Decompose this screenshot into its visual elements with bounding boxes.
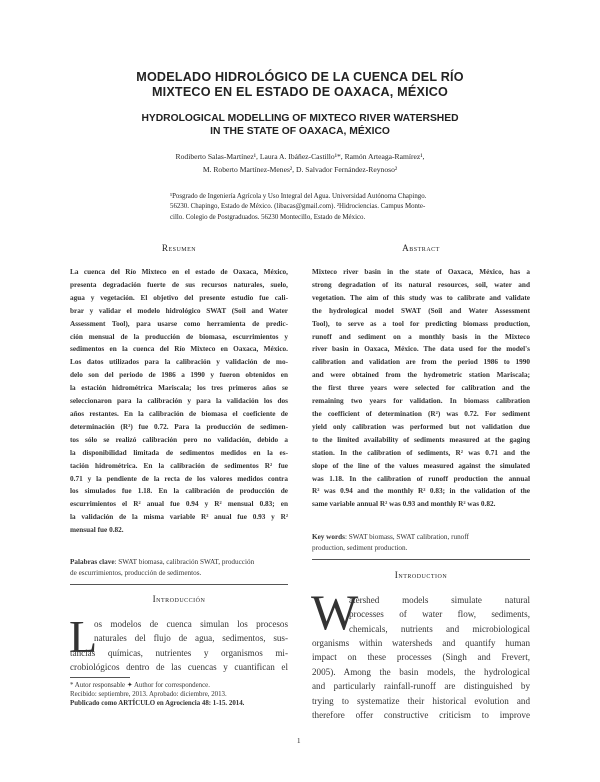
text-line: remaining two years for validation. In biomass calibration [312, 397, 530, 406]
text-line: sedimentos en la cuenca del Río Mixteco en Oaxaca, México. [70, 345, 288, 354]
footnote-divider [70, 677, 130, 678]
text-line: agua y vegetación. El objetivo del presente estudio fue cali- [70, 293, 288, 302]
text-line: naturales del flujo de agua, sedimentos, sus- [94, 633, 288, 644]
author-line: M. Roberto Martínez-Menes², D. Salvador Fernández-Reynoso² [202, 165, 398, 174]
keywords-text: production, sediment production. [312, 543, 408, 552]
palabras-clave [70, 557, 288, 578]
footnote-dates: Recibido: septiembre, 2013. Aprobado: diciembre, 2013. [70, 691, 227, 699]
dropcap: W [311, 584, 359, 640]
page-number: 1 [297, 737, 301, 745]
text-line: seleccionaron para la calibración y para la validación los dos [70, 397, 288, 406]
footnote-author: * Autor responsable ✦ Author for correspondence. [70, 682, 210, 689]
text-line: años restantes. En la calibración de biomasa el coeficiente de [70, 409, 288, 418]
key-words [312, 532, 530, 553]
introduccion-body-wide [70, 646, 288, 675]
introduction-heading: Introduction [394, 570, 448, 580]
text-line: La cuenca del Río Mixteco en el estado de Oaxaca, México, [70, 268, 288, 276]
keywords-label: Key words [312, 533, 345, 541]
text-line: to the limited availability of sediments measured at the gaging [312, 435, 530, 444]
text-line: was 1.18. In the calibration of runoff production the annual [312, 474, 530, 483]
text-line: la disponibilidad limitada de sedimentos medidos en la es- [70, 448, 288, 457]
introduction-body [349, 593, 530, 636]
title-english-line: HYDROLOGICAL MODELLING OF MIXTECO RIVER WATERSHED [141, 113, 459, 124]
text-line: presenta degradación fuerte de sus recursos naturales, suelo, [70, 280, 288, 289]
text-line: Mixteco river basin in the state of Oaxaca, México, has a [312, 268, 530, 276]
abstract-body [312, 266, 530, 511]
text-line: Tool), to serve as a tool for predicting biomass production, [312, 319, 530, 328]
resumen-body [70, 266, 288, 537]
text-line: ción mensual de la producción de biomasa, escurrimientos y [70, 332, 288, 341]
title-english-line: IN THE STATE OF OAXACA, MÉXICO [210, 126, 390, 137]
affiliation-line: 56230. Chapingo, Estado de México. (libacas@gmail.com). ²Hidrociencias. Campus Monte- [170, 203, 426, 211]
keywords-label: Palabras clave [70, 558, 115, 566]
text-line: river basin in Oaxaca, México. The data used for the model's [312, 345, 530, 354]
text-line: calibration and validation are from the period 1986 to 1990 [312, 358, 530, 367]
text-line: the hydrological model SWAT (Soil and Water Assessment [312, 306, 530, 315]
text-line: tación hidrométrica. En la calibración de sedimentos R² fue [70, 461, 288, 470]
text-line: yield only calibration was performed but not validation due [312, 422, 530, 431]
title-spanish-line: MIXTECO EN EL ESTADO DE OAXACA, MÉXICO [151, 85, 449, 99]
text-line: processes of water flow, sediments, [349, 609, 530, 620]
text-line: la estación hidrométrica Mariscala; los tres primeros años se [70, 384, 288, 393]
abstract-heading: Abstract [402, 243, 440, 253]
text-line: impact on these processes (Singh and Frevert, [312, 652, 530, 663]
text-line: strong degradation of its natural resources, soil, water and [312, 280, 530, 289]
text-line: runoff and sediment on a monthly basis in the Mixteco [312, 332, 530, 341]
divider [70, 584, 288, 585]
text-line: R² was 0.94 and the monthly R² 0.83; in the validation of the [312, 487, 530, 496]
keywords-text: de escurrimientos, producción de sedimentos. [70, 568, 202, 577]
title-spanish-line: MODELADO HIDROLÓGICO DE LA CUENCA DEL RÍO [136, 70, 464, 84]
text-line: the first three years were selected for calibration and the [312, 384, 530, 393]
author-line: Rodiberto Salas-Martínez¹, Laura A. Ibáñez-Castillo¹*, Ramón Arteaga-Ramírez¹, [175, 152, 425, 161]
text-line: 0.71 y la pendiente de la recta de los valores medidos contra [70, 474, 288, 483]
keywords-text: : SWAT biomasa, calibración SWAT, producción [114, 558, 255, 566]
divider [312, 559, 530, 560]
title-spanish [110, 70, 490, 100]
affiliations [170, 192, 482, 223]
text-line: 2005). Among the basin models, the hydrological [312, 666, 530, 677]
text-line: delo son del periodo de 1986 a 1990 y fueron obtenidos en [70, 371, 288, 380]
text-line: same variable annual R² was 0.93 and monthly R² was 0.82. [312, 500, 496, 509]
text-line: and particularly rainfall-runoff are distinguished by [312, 681, 530, 692]
text-line: mensual fue 0.82. [70, 526, 124, 535]
keywords-text: : SWAT biomass, SWAT calibration, runoff [344, 533, 469, 541]
text-line: Assessment Tool), para usarse como herramienta de predic- [70, 319, 288, 328]
footnote-citation: Publicado como ARTÍCULO en Agrociencia 48: 1-15. 2014. [70, 700, 245, 708]
dropcap: L [69, 611, 98, 662]
title-english [110, 112, 490, 138]
text-line: brar y validar el modelo hidrológico SWAT (Soil and Water [70, 306, 288, 315]
text-line: Los datos utilizados para la calibración y validación de mo- [70, 358, 288, 367]
author-list [100, 150, 500, 176]
text-line: atershed models simulate natural [349, 595, 530, 605]
introduction-body-wide [312, 636, 530, 722]
text-line: escurrimientos el R² anual fue 0.94 y R² mensual 0.83; en [70, 500, 288, 509]
text-line: tos sólo se realizó calibración pero no validación, debido a [70, 435, 288, 444]
text-line: chemicals, nutrients and microbiological [349, 623, 530, 634]
affiliation-line: cillo. Colegio de Postgraduados. 56230 Montecillo, Estado de México. [170, 213, 366, 221]
text-line: organisms within watersheds and quantify human [312, 638, 530, 648]
text-line: trying to systematize their historical evolution and [312, 695, 530, 706]
introduccion-heading: Introducción [152, 594, 206, 604]
text-line: vegetation. The aim of this study was to calibrate and validate [312, 293, 530, 302]
affiliation-line: ¹Posgrado de Ingeniería Agrícola y Uso Integral del Agua. Universidad Autónoma Chapingo. [170, 193, 427, 200]
text-line: slope of the line of the values measured against the simulated [312, 461, 530, 470]
text-line: tancias químicas, nutrientes y organismos mi- [70, 648, 288, 658]
footnotes [70, 681, 288, 708]
text-line: station. In the calibration of sediments, R² was 0.71 and the [312, 448, 530, 457]
text-line: os modelos de cuenca simulan los procesos [94, 619, 288, 629]
text-line: and were obtained from the hydrometric station Mariscala; [312, 371, 530, 380]
text-line: los simulados fue 1.18. En la calibración de producción de [70, 487, 288, 496]
text-line: the coefficient of determination (R²) was 0.72. For sediment [312, 409, 530, 418]
text-line: therefore offer constructive criticism to improve [312, 710, 530, 721]
introduccion-body [94, 617, 288, 646]
text-line: determinación (R²) fue 0.72. Para la producción de sedimen- [70, 422, 288, 431]
text-line: la validación de la misma variable R² anual fue 0.93 y R² [70, 513, 288, 522]
text-line: crobiológicos dentro de las cuencas y cuantifican el [70, 662, 288, 673]
resumen-heading: Resumen [161, 243, 197, 253]
